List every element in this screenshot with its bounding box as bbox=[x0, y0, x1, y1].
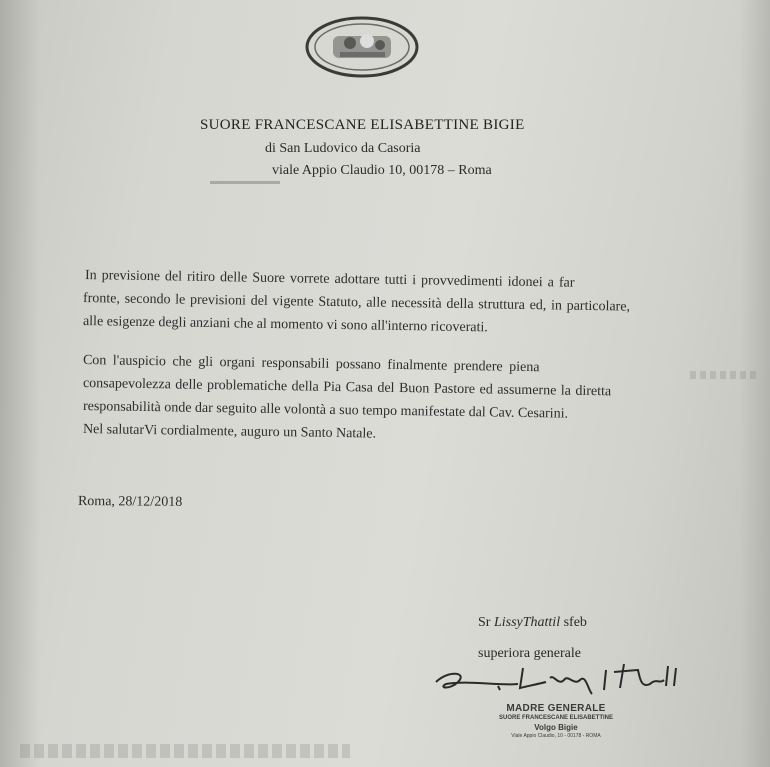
page-shadow-left bbox=[0, 0, 40, 767]
handwritten-signature bbox=[428, 660, 688, 700]
signatory-suffix: sfeb bbox=[563, 615, 587, 630]
org-name: SUORE FRANCESCANE ELISABETTINE BIGIE bbox=[200, 117, 525, 133]
bleed-through-mark bbox=[690, 371, 760, 379]
body-line: responsabilità onde dar seguito alle volontà a suo tempo manifestate dal Cav. Cesarini. bbox=[82, 399, 569, 422]
body-line: Con l'auspicio che gli organi responsabili possano finalmente prendere piena bbox=[82, 353, 540, 376]
page-shadow-right bbox=[740, 0, 770, 767]
smudge-mark bbox=[210, 181, 280, 184]
org-address: viale Appio Claudio 10, 00178 – Roma bbox=[272, 163, 492, 178]
stamp-sub: Volgo Bigie bbox=[534, 723, 578, 732]
official-stamp bbox=[476, 703, 636, 739]
signatory-role: superiora generale bbox=[478, 646, 581, 661]
letter-date: Roma, 28/12/2018 bbox=[77, 494, 183, 510]
signatory-name bbox=[478, 615, 587, 631]
signatory-prefix: Sr bbox=[478, 615, 491, 630]
org-logo-icon bbox=[305, 16, 420, 78]
bleed-through-text bbox=[20, 744, 350, 758]
body-line: Nel salutarVi cordialmente, auguro un Santo Natale. bbox=[82, 422, 377, 442]
body-line: In previsione del ritiro delle Suore vorrete adottare tutti i provvedimenti idonei a far bbox=[84, 268, 575, 291]
body-line: consapevolezza delle problematiche della Pia Casa del Buon Pastore ed assumerne la diretta bbox=[82, 376, 612, 400]
org-subtitle: di San Ludovico da Casoria bbox=[265, 141, 421, 156]
stamp-address: Viale Appio Claudio, 10 - 00178 - ROMA bbox=[511, 733, 601, 739]
body-line: alle esigenze degli anziani che al momento vi sono all'interno ricoverati. bbox=[82, 314, 488, 336]
signatory-surname: LissyThattil bbox=[493, 615, 561, 630]
stamp-org: SUORE FRANCESCANE ELISABETTINE bbox=[498, 715, 613, 721]
body-line: fronte, secondo le previsioni del vigente Statuto, alle necessità della struttura ed, in particolare, bbox=[82, 291, 631, 315]
stamp-title: MADRE GENERALE bbox=[506, 703, 606, 714]
